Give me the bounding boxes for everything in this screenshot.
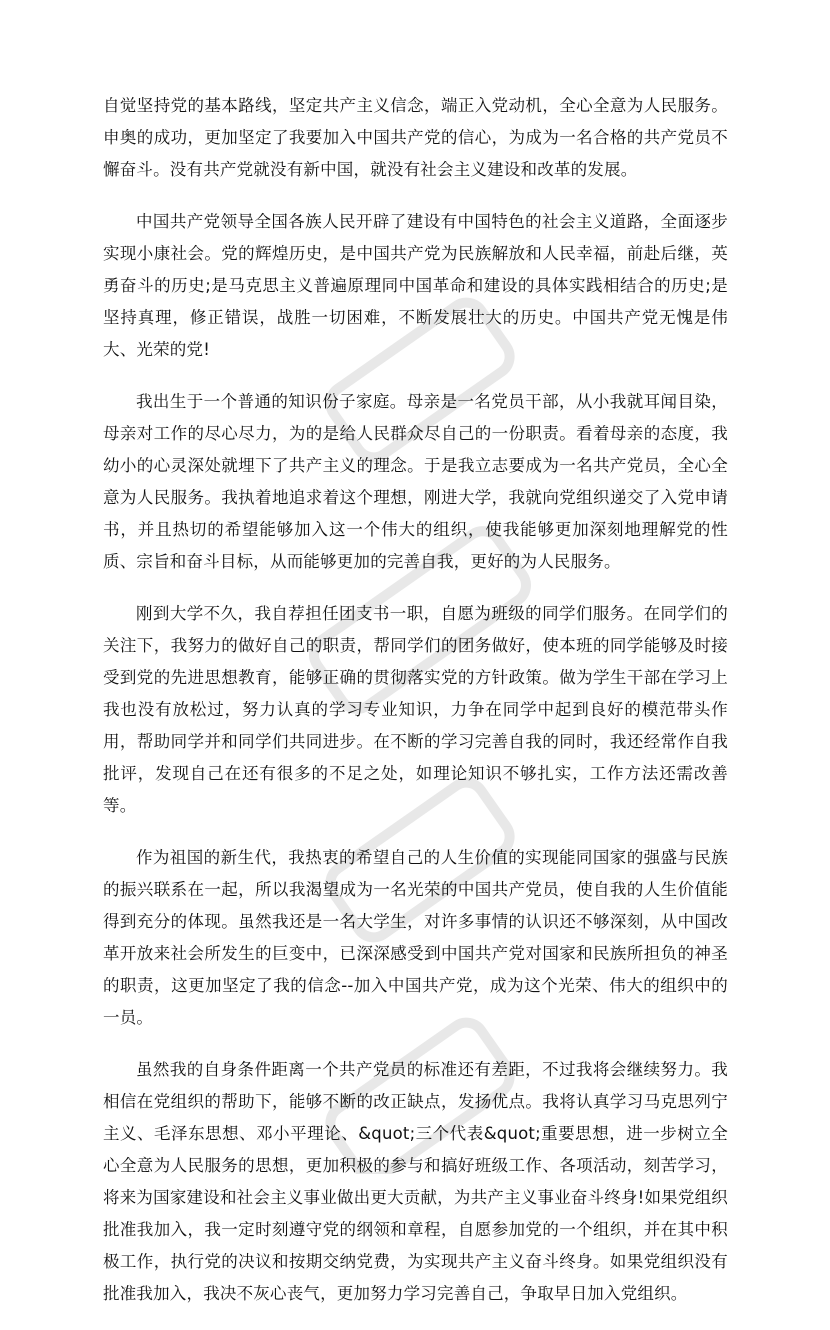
paragraph-1: 自觉坚持党的基本路线，坚定共产主义信念，端正入党动机，全心全意为人民服务。申奥的成功，更加坚定了我要加入中国共产党的信心，为成为一名合格的共产党员不懈奋斗。没有共产党就没有新中国，就没有社会主义建设和改革的发展。 [103, 96, 728, 179]
paragraph-6: 虽然我的自身条件距离一个共产党员的标准还有差距，不过我将会继续努力。我相信在党组织的帮助下，能够不断的改正缺点，发扬优点。我将认真学习马克思列宁主义、毛泽东思想、邓小平理论、&quot;三个代表&quot;重要思想，进一步树立全心全意为人民服务的思想，更加积极的参与和搞好班级工作、各项活动，刻苦学习，将来为国家建设和社会主义事业做出更大贡献，为共产主义事业奋斗终身!如果党组织批准我加入，我一定时刻遵守党的纲领和章程，自愿参加党的一个组织，并在其中积极工作，执行党的决议和按期交纳党费，为实现共产主义奋斗终身。如果党组织没有批准我加入，我决不灰心丧气，更加努力学习完善自己，争取早日加入党组织。 [103, 1060, 728, 1303]
paragraph-3: 我出生于一个普通的知识份子家庭。母亲是一名党员干部，从小我就耳闻目染，母亲对工作的尽心尽力，为的是给人民群众尽自己的一份职责。看着母亲的态度，我幼小的心灵深处就埋下了共产主义的理念。于是我立志要成为一名共产党员，全心全意为人民服务。我执着地追求着这个理想，刚进大学，我就向党组织递交了入党申请书，并且热切的希望能够加入这一个伟大的组织，使我能够更加深刻地理解党的性质、宗旨和奋斗目标，从而能够更加的完善自我，更好的为人民服务。 [103, 392, 728, 571]
document-page [103, 90, 728, 1330]
paragraph-2: 中国共产党领导全国各族人民开辟了建设有中国特色的社会主义道路，全面逐步实现小康社会。党的辉煌历史，是中国共产党为民族解放和人民幸福，前赴后继，英勇奋斗的历史;是马克思主义普遍原理同中国革命和建设的具体实践相结合的历史;是坚持真理，修正错误，战胜一切困难，不断发展壮大的历史。中国共产党无愧是伟大、光荣的党! [103, 212, 728, 359]
paragraph-5: 作为祖国的新生代，我热衷的希望自己的人生价值的实现能同国家的强盛与民族的振兴联系在一起，所以我渴望成为一名光荣的中国共产党员，使自我的人生价值能得到充分的体现。虽然我还是一名大学生，对许多事情的认识还不够深刻，从中国改革开放来社会所发生的巨变中，已深深感受到中国共产党对国家和民族所担负的神圣的职责，这更加坚定了我的信念--加入中国共产党，成为这个光荣、伟大的组织中的一员。 [103, 848, 728, 1027]
paragraph-4: 刚到大学不久，我自荐担任团支书一职，自愿为班级的同学们服务。在同学们的关注下，我努力的做好自己的职责，帮同学们的团务做好，使本班的同学能够及时接受到党的先进思想教育，能够正确的贯彻落实党的方针政策。做为学生干部在学习上我也没有放松过，努力认真的学习专业知识，力争在同学中起到良好的模范带头作用，帮助同学并和同学们共同进步。在不断的学习完善自我的同时，我还经常作自我批评，发现自己在还有很多的不足之处，如理论知识不够扎实，工作方法还需改善等。 [103, 604, 728, 815]
